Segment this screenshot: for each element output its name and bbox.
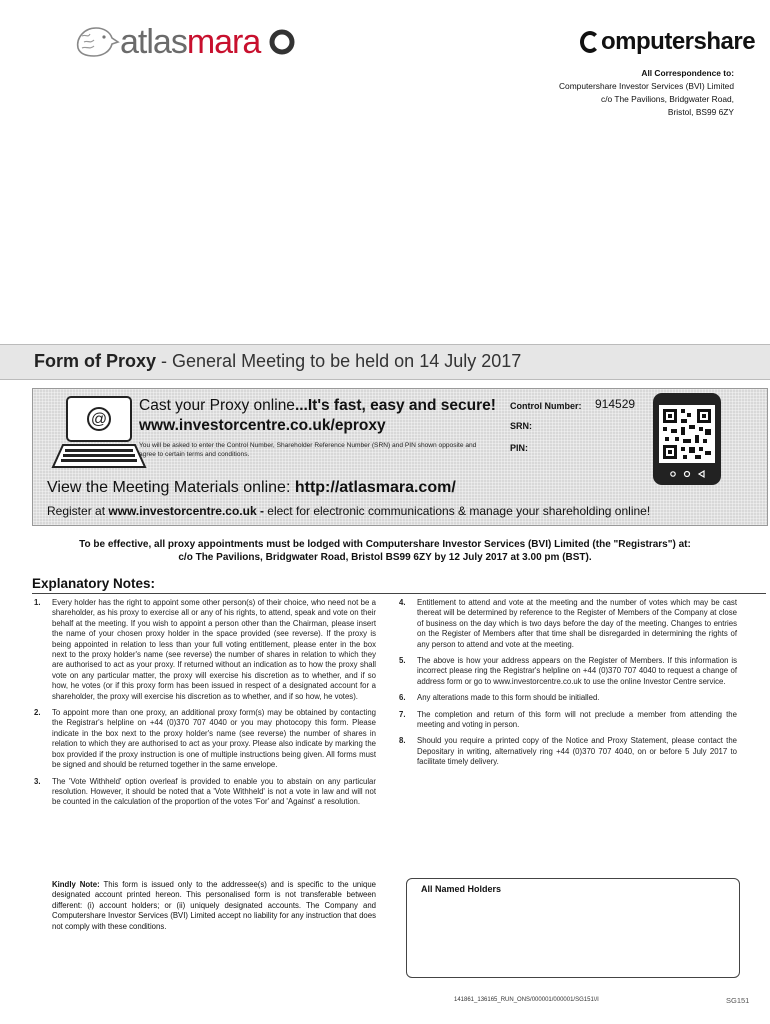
svg-text:@: @ bbox=[90, 411, 108, 428]
cast-plain-text: Cast your Proxy online bbox=[139, 397, 295, 414]
footer-code: 141861_136165_RUN_ONS/000001/000001/SG151\/I bbox=[454, 997, 599, 1003]
note-item bbox=[32, 777, 376, 808]
register-line bbox=[47, 504, 650, 518]
title-band bbox=[0, 344, 770, 380]
note-number: 7. bbox=[399, 709, 406, 719]
meeting-materials-link[interactable]: http://atlasmara.com/ bbox=[294, 479, 456, 496]
eproxy-link[interactable]: www.investorcentre.co.uk/eproxy bbox=[139, 417, 386, 434]
note-item bbox=[397, 710, 737, 731]
note-text: The completion and return of this form will not preclude a member from attending the meeting and voting in person. bbox=[417, 709, 737, 730]
named-holders-label: All Named Holders bbox=[421, 884, 502, 894]
footer-form-id: SG151 bbox=[726, 996, 750, 1005]
kindly-note bbox=[52, 880, 376, 932]
cast-proxy-headline bbox=[139, 397, 496, 415]
register-suffix-text: elect for electronic communications & manage your shareholding online! bbox=[267, 504, 651, 518]
lion-icon bbox=[72, 24, 122, 60]
note-item bbox=[397, 598, 737, 650]
correspondence-heading: All Correspondence to: bbox=[641, 68, 734, 78]
correspondence-line: Computershare Investor Services (BVI) Limited bbox=[558, 81, 734, 91]
lodge-instructions bbox=[0, 538, 770, 564]
note-item bbox=[32, 598, 376, 702]
investorcentre-link[interactable]: www.investorcentre.co.uk - bbox=[108, 504, 268, 518]
note-text: Any alterations made to this form should be initialled. bbox=[417, 693, 600, 703]
control-number-value: 914529 bbox=[595, 397, 636, 411]
correspondence-line: c/o The Pavilions, Bridgwater Road, bbox=[601, 94, 734, 104]
note-number: 4. bbox=[399, 598, 406, 607]
note-number: 6. bbox=[399, 693, 406, 703]
note-item bbox=[397, 693, 737, 703]
note-number: 1. bbox=[34, 598, 41, 607]
cast-proxy-note: You will be asked to enter the Control Number, Shareholder Reference Number (SRN) and PIN shown opposite and agree to certain terms and conditions. bbox=[139, 442, 477, 458]
note-item bbox=[397, 656, 737, 687]
note-text: Entitlement to attend and vote at the meeting and the number of votes which may be cast thereat will be determined by reference to the Register of Members of the Company at close of business on the day which is two days before the day of the meeting. Changes to entries on the Register of Members after that time shall be disregarded in determining the rights of any person to attend and vote at the meeting. bbox=[417, 598, 737, 649]
laptop-at-icon bbox=[45, 393, 153, 471]
title-bold: Form of Proxy bbox=[34, 351, 157, 371]
note-number: 5. bbox=[399, 656, 406, 666]
logo-atlas-text: atlas bbox=[120, 23, 187, 61]
notes-right-column bbox=[397, 598, 737, 774]
correspondence-line: Bristol, BS99 6ZY bbox=[667, 107, 734, 117]
note-text: The 'Vote Withheld' option overleaf is provided to enable you to abstain on any particular resolution. However, it should be noted that a 'Vote Withheld' is not a vote in law and will not be counted in the calculation of the proportion of the votes 'For' and 'Against' a resolution. bbox=[52, 776, 376, 807]
ring-icon bbox=[267, 27, 297, 57]
meeting-materials-line bbox=[47, 479, 456, 497]
note-item bbox=[32, 708, 376, 770]
note-number: 8. bbox=[399, 736, 406, 746]
correspondence-address bbox=[474, 67, 734, 119]
divider bbox=[32, 593, 766, 594]
computershare-c-icon bbox=[580, 31, 600, 53]
cast-proxy-panel bbox=[33, 389, 769, 473]
lodge-line: To be effective, all proxy appointments must be lodged with Computershare Investor Services (BVI) Limited (the "Registrars") at: bbox=[79, 539, 691, 550]
named-holders-box bbox=[406, 878, 740, 978]
notes-left-column bbox=[32, 598, 376, 814]
view-plain-text: View the Meeting Materials online: bbox=[47, 479, 295, 496]
title-rest: - General Meeting to be held on 14 July 2017 bbox=[156, 351, 522, 371]
note-text: Every holder has the right to appoint some other person(s) of their choice, who need not be a shareholder, as his proxy to exercise all or any of his rights, to attend, speak and vote on their behalf at the meeting. If you wish to appoint a person other than the Chairman, please insert the name of your chosen proxy holder in the space provided (see reverse). If the proxy is being appointed in relation to less than your full voting entitlement, please enter in the box next to the proxy holder's name (see reverse) the number of shares in relation to which they are authorised to act as your proxy. If returned without an indication as to how the proxy shall vote on any particular matter, the proxy will exercise his discretion as to whether, and if so how, he votes (or if this proxy form has been issued in respect of a designated account for a shareholder, the proxy will exercise his discretion as to whether, and if so how, he votes). bbox=[52, 598, 376, 701]
control-number-label: Control Number: bbox=[510, 401, 582, 411]
proxy-online-box bbox=[32, 388, 768, 526]
note-text: To appoint more than one proxy, an additional proxy form(s) may be obtained by contacting the Registrar's helpline on +44 (0)370 707 4040 or you may photocopy this form. Please indicate in the box next to the proxy holder's name (see reverse) the number of shares in relation to which they are authorised to act as your proxy. Please also indicate by marking the box provided if the proxy instruction is one of multiple instructions being given. All forms must be signed and should be returned together in the same envelope. bbox=[52, 708, 376, 770]
phone-qr-icon bbox=[651, 391, 723, 487]
computershare-logo-text: omputershare bbox=[601, 28, 756, 55]
lodge-line: c/o The Pavilions, Bridgwater Road, Bristol BS99 6ZY by 12 July 2017 at 3.00 pm (BST). bbox=[178, 552, 592, 563]
note-number: 2. bbox=[34, 708, 41, 718]
register-prefix-text: Register at bbox=[47, 504, 109, 518]
kindly-label: Kindly Note: bbox=[52, 880, 100, 889]
note-item bbox=[397, 736, 737, 767]
atlasmara-logo bbox=[72, 22, 302, 62]
computershare-logo bbox=[580, 28, 755, 56]
kindly-text: This form is issued only to the addressee(s) and is specific to the unique designated account printed hereon. This personalised form is not transferable between different: (i) account holders; or (ii) uniquely designated accounts. The Company and Computershare Investor Services (BVI) Limited accept no liability for any instruction that does not comply with these conditions. bbox=[52, 880, 377, 931]
cast-bold-text: ...It's fast, easy and secure! bbox=[294, 397, 496, 414]
srn-label: SRN: bbox=[510, 421, 532, 431]
explanatory-notes-heading: Explanatory Notes: bbox=[32, 576, 156, 591]
logo-mara-text: mara bbox=[186, 23, 261, 61]
note-text: The above is how your address appears on the Register of Members. If this information is incorrect please ring the Registrar's helpline on +44 (0)370 707 4040 to request a change of address form or go to www.investorcentre.co.uk to use the online Investor Centre service. bbox=[417, 656, 737, 686]
pin-label: PIN: bbox=[510, 443, 528, 453]
note-text: Should you require a printed copy of the Notice and Proxy Statement, please contact the Depositary in writing, alternatively ring +44 (0)370 707 4040, on or before 5 July 2017 to facilitate timely delivery. bbox=[417, 736, 737, 767]
note-number: 3. bbox=[34, 776, 41, 786]
page-title bbox=[34, 351, 521, 372]
